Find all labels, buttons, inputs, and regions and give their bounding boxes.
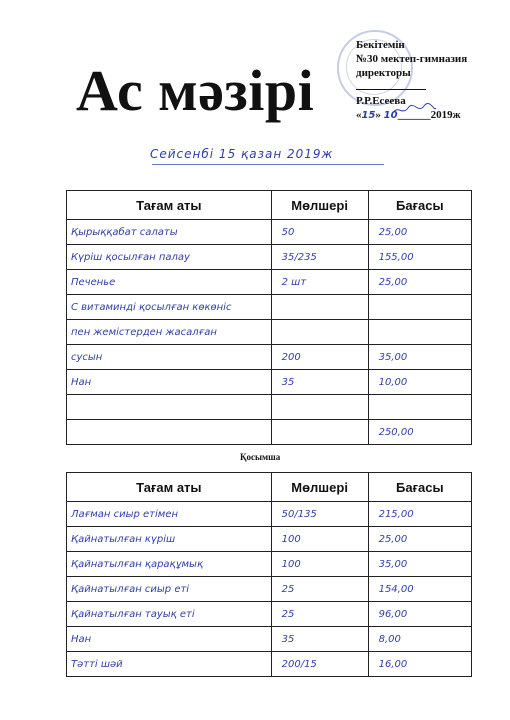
menu-date-underline — [152, 164, 384, 165]
price-cell — [368, 295, 471, 320]
header-price: Бағасы — [368, 473, 471, 502]
table-row — [67, 602, 472, 627]
dish-name-cell: Қайнатылған күріш — [67, 527, 272, 552]
price-cell: 215,00 — [368, 502, 471, 527]
dish-name-cell: Күріш қосылған палау — [67, 245, 272, 270]
price-cell: 96,00 — [368, 602, 471, 627]
table-row — [67, 245, 472, 270]
approval-line-3: директоры — [356, 67, 411, 79]
extra-menu-table — [66, 472, 472, 677]
dish-name-cell: Печенье — [67, 270, 272, 295]
dish-name-cell: Нан — [67, 627, 272, 652]
dish-name-cell: Қайнатылған сиыр еті — [67, 577, 272, 602]
price-cell — [368, 320, 471, 345]
approval-date-quote-close: » — [375, 109, 384, 121]
amount-cell: 100 — [271, 527, 368, 552]
amount-cell: 35 — [271, 370, 368, 395]
table-row — [67, 502, 472, 527]
header-dish-name: Тағам аты — [67, 191, 272, 220]
dish-name-cell: Қырыққабат салаты — [67, 220, 272, 245]
total-price-cell: 250,00 — [368, 420, 471, 445]
table-row — [67, 577, 472, 602]
table-row — [67, 320, 472, 345]
price-cell: 154,00 — [368, 577, 471, 602]
dish-name-cell: С витаминді қосылған көкөніс — [67, 295, 272, 320]
table-row — [67, 370, 472, 395]
approval-line-1: Бекітемін — [356, 39, 405, 51]
price-cell: 35,00 — [368, 345, 471, 370]
approval-date-month: 10 — [383, 110, 398, 121]
price-cell: 155,00 — [368, 245, 471, 270]
approval-date-year: 2019ж — [430, 109, 461, 121]
dish-name-cell: сусын — [67, 345, 272, 370]
price-cell: 8,00 — [368, 627, 471, 652]
dish-name-cell — [67, 395, 272, 420]
table-row — [67, 295, 472, 320]
amount-cell — [271, 420, 368, 445]
extra-section-label: Қосымша — [240, 452, 281, 462]
table-row — [67, 345, 472, 370]
amount-cell: 200/15 — [271, 652, 368, 677]
header-dish-name: Тағам аты — [67, 473, 272, 502]
price-cell: 25,00 — [368, 270, 471, 295]
table-row — [67, 527, 472, 552]
header-price: Бағасы — [368, 191, 471, 220]
amount-cell — [271, 295, 368, 320]
approval-date-day: 15 — [361, 110, 376, 121]
table-row — [67, 395, 472, 420]
approval-line-2: №30 мектеп-гимназия — [356, 53, 468, 65]
price-cell: 16,00 — [368, 652, 471, 677]
amount-cell: 50/135 — [271, 502, 368, 527]
approval-line-4: Р.Р.Есеева — [356, 95, 406, 107]
table-row — [67, 270, 472, 295]
signature-underline — [356, 89, 426, 90]
approval-date-quote-open: « — [356, 109, 362, 121]
amount-cell: 50 — [271, 220, 368, 245]
handwritten-signature — [390, 102, 438, 118]
amount-cell: 25 — [271, 602, 368, 627]
table-header-row — [67, 473, 472, 502]
dish-name-cell — [67, 420, 272, 445]
header-amount: Мөлшері — [271, 191, 368, 220]
amount-cell: 35 — [271, 627, 368, 652]
table-header-row — [67, 191, 472, 220]
price-cell: 35,00 — [368, 552, 471, 577]
table-row — [67, 627, 472, 652]
dish-name-cell: Тәтті шәй — [67, 652, 272, 677]
header-amount: Мөлшері — [271, 473, 368, 502]
page-title: Ас мәзірі — [76, 58, 315, 123]
price-cell: 25,00 — [368, 220, 471, 245]
table-row — [67, 552, 472, 577]
amount-cell: 2 шт — [271, 270, 368, 295]
menu-date: Сейсенбі 15 қазан 2019ж — [150, 147, 334, 161]
amount-cell — [271, 395, 368, 420]
price-cell: 10,00 — [368, 370, 471, 395]
price-cell: 25,00 — [368, 527, 471, 552]
price-cell — [368, 395, 471, 420]
approval-date-line: «15» 10______2019ж — [356, 109, 461, 121]
signature-line — [356, 80, 506, 94]
main-menu-table — [66, 190, 472, 445]
dish-name-cell: Қайнатылған тауық еті — [67, 602, 272, 627]
amount-cell: 35/235 — [271, 245, 368, 270]
amount-cell — [271, 320, 368, 345]
dish-name-cell: пен жемістерден жасалған — [67, 320, 272, 345]
dish-name-cell: Лағман сиыр етімен — [67, 502, 272, 527]
table-total-row — [67, 420, 472, 445]
dish-name-cell: Нан — [67, 370, 272, 395]
dish-name-cell: Қайнатылған қарақұмық — [67, 552, 272, 577]
amount-cell: 25 — [271, 577, 368, 602]
amount-cell: 200 — [271, 345, 368, 370]
amount-cell: 100 — [271, 552, 368, 577]
table-row — [67, 652, 472, 677]
table-row — [67, 220, 472, 245]
